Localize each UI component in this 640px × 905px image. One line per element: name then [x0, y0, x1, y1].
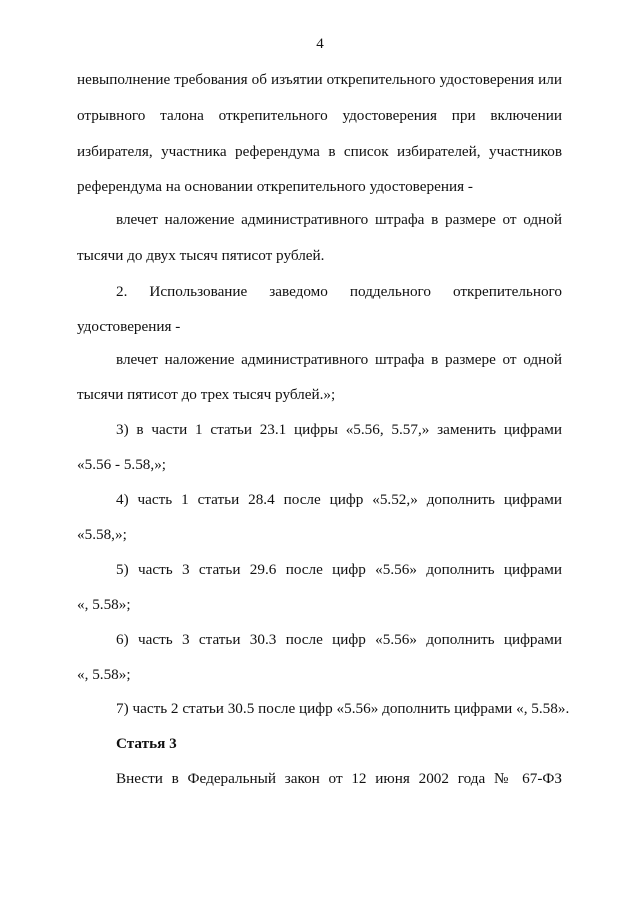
text-line: тысячи до двух тысяч пятисот рублей. [77, 247, 325, 264]
article-heading: Статья 3 [116, 735, 177, 752]
text-line: отрывного талона открепительного удостоверения при включении [77, 107, 562, 124]
text-line: «, 5.58»; [77, 666, 131, 683]
page-number: 4 [316, 36, 324, 52]
text-line: Внести в Федеральный закон от 12 июня 2002 года № 67-ФЗ [116, 770, 562, 787]
text-line: избирателя, участника референдума в список избирателей, участников [77, 143, 562, 160]
text-line: 2. Использование заведомо поддельного открепительного [116, 283, 562, 300]
text-line: референдума на основании открепительного удостоверения - [77, 178, 473, 195]
text-line: 5) часть 3 статьи 29.6 после цифр «5.56» дополнить цифрами [116, 561, 562, 578]
text-line: 6) часть 3 статьи 30.3 после цифр «5.56» дополнить цифрами [116, 631, 562, 648]
text-line: «, 5.58»; [77, 596, 131, 613]
text-line: тысячи пятисот до трех тысяч рублей.»; [77, 386, 336, 403]
text-line: влечет наложение административного штрафа в размере от одной [116, 211, 562, 228]
text-line: «5.56 - 5.58,»; [77, 456, 167, 473]
text-line: удостоверения - [77, 318, 181, 335]
text-line: 4) часть 1 статьи 28.4 после цифр «5.52,» дополнить цифрами [116, 491, 562, 508]
text-line: «5.58,»; [77, 526, 127, 543]
text-line: влечет наложение административного штрафа в размере от одной [116, 351, 562, 368]
text-line: 7) часть 2 статьи 30.5 после цифр «5.56» дополнить цифрами «, 5.58». [116, 700, 570, 717]
text-line: 3) в части 1 статьи 23.1 цифры «5.56, 5.57,» заменить цифрами [116, 421, 562, 438]
text-line: невыполнение требования об изъятии открепительного удостоверения или [77, 71, 562, 88]
